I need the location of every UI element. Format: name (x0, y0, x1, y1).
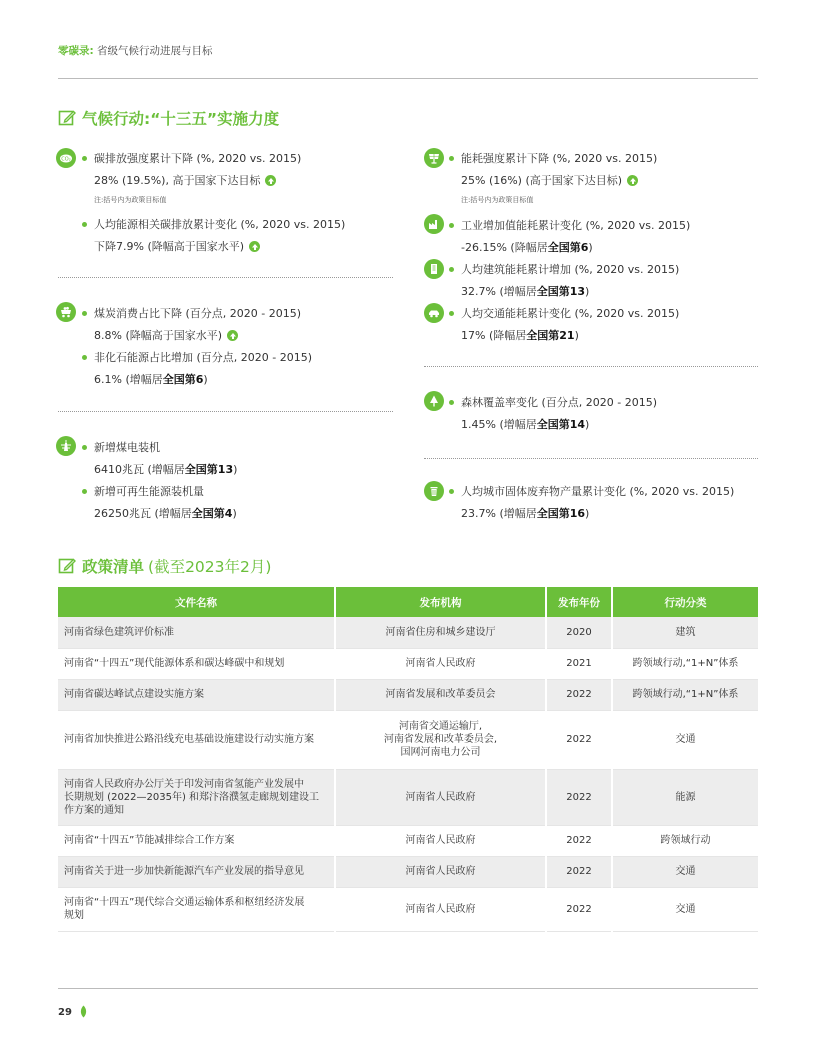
cell-issuer: 河南省人民政府 (335, 648, 546, 679)
header-subtitle: 省级气候行动进展与目标 (97, 45, 213, 57)
cell-category: 交通 (612, 887, 758, 931)
column-header-year: 发布年份 (546, 587, 612, 617)
left-item-coal-share: 煤炭消费占比下降 (百分点, 2020 - 2015) (94, 306, 301, 321)
right-item-energy-intensity: 能耗强度累计下降 (%, 2020 vs. 2015) (461, 151, 657, 166)
right-item-forest-cover: 森林覆盖率变化 (百分点, 2020 - 2015) (461, 395, 657, 410)
table-row (58, 769, 758, 825)
left-note-policy-target: 注:括号内为政策目标值 (94, 196, 167, 204)
left-value-nonfossil-share: 6.1% (增幅居 全国第6 ) (94, 373, 208, 386)
cell-issuer: 河南省人民政府 (335, 769, 546, 825)
right-value-transport-energy: 17% (降幅居 全国第21 ) (461, 329, 579, 342)
coal-cart-icon (56, 302, 76, 322)
right-value-solid-waste: 23.7% (增幅居 全国第16 ) (461, 507, 590, 520)
left-item-new-coal-power: 新增煤电装机 (94, 440, 160, 455)
right-value-energy-intensity: 25% (16%) (高于国家下达目标) (461, 173, 638, 188)
edit-icon (58, 109, 76, 127)
header-brand: 零碳录: (58, 45, 94, 57)
table-row (58, 679, 758, 710)
car-icon (424, 303, 444, 323)
dotted-divider (424, 458, 758, 459)
table-row (58, 710, 758, 769)
svg-text:CO₂: CO₂ (61, 156, 71, 163)
cell-year: 2022 (546, 887, 612, 931)
cell-document: 河南省“十四五”现代综合交通运输体系和枢纽经济发展 规划 (58, 887, 335, 931)
right-item-building-energy: 人均建筑能耗累计增加 (%, 2020 vs. 2015) (461, 262, 679, 277)
dotted-divider (424, 366, 758, 367)
leaf-icon (79, 1005, 88, 1018)
right-item-transport-energy: 人均交通能耗累计变化 (%, 2020 vs. 2015) (461, 306, 679, 321)
cell-issuer: 河南省人民政府 (335, 825, 546, 856)
cell-issuer: 河南省发展和改革委员会 (335, 679, 546, 710)
column-header-category: 行动分类 (612, 587, 758, 617)
left-item-new-renewables: 新增可再生能源装机量 (94, 484, 204, 499)
table-row (58, 825, 758, 856)
cell-year: 2022 (546, 769, 612, 825)
right-value-industry-energy: -26.15% (降幅居 全国第6 ) (461, 241, 593, 254)
cell-issuer: 河南省住房和城乡建设厅 (335, 617, 546, 648)
column-header-issuer: 发布机构 (335, 587, 546, 617)
up-arrow-icon (627, 175, 638, 186)
left-value-new-renewables: 26250兆瓦 (增幅居 全国第4 ) (94, 507, 237, 520)
cell-issuer: 河南省人民政府 (335, 856, 546, 887)
top-divider (58, 78, 758, 79)
cell-document: 河南省人民政府办公厅关于印发河南省氢能产业发展中 长期规划 (2022—2035年) 和郑汴洛濮氢走廊规划建设工 作方案的通知 (58, 769, 335, 825)
edit-icon (58, 557, 76, 575)
table-row (58, 856, 758, 887)
right-value-building-energy: 32.7% (增幅居 全国第13 ) (461, 285, 590, 298)
column-header-document: 文件名称 (58, 587, 335, 617)
bottom-divider (58, 988, 758, 989)
cell-category: 交通 (612, 856, 758, 887)
left-value-new-coal-power: 6410兆瓦 (增幅居 全国第13 ) (94, 463, 238, 476)
cell-document: 河南省加快推进公路沿线充电基础设施建设行动实施方案 (58, 710, 335, 769)
right-item-industry-energy: 工业增加值能耗累计变化 (%, 2020 vs. 2015) (461, 218, 690, 233)
cell-issuer: 河南省人民政府 (335, 887, 546, 931)
left-value-coal-share: 8.8% (降幅高于国家水平) (94, 328, 238, 343)
cell-issuer: 河南省交通运输厅, 河南省发展和改革委员会, 国网河南电力公司 (335, 710, 546, 769)
policy-table (58, 587, 758, 932)
left-item-nonfossil-share: 非化石能源占比增加 (百分点, 2020 - 2015) (94, 350, 312, 365)
table-header-row (58, 587, 758, 617)
factory-icon (424, 214, 444, 234)
page-header (58, 43, 213, 58)
cell-document: 河南省关于进一步加快新能源汽车产业发展的指导意见 (58, 856, 335, 887)
cell-year: 2020 (546, 617, 612, 648)
co2-icon (56, 148, 76, 168)
cell-document: 河南省“十四五”节能减排综合工作方案 (58, 825, 335, 856)
building-icon (424, 259, 444, 279)
tree-icon (424, 391, 444, 411)
table-row (58, 887, 758, 931)
trash-bin-icon (424, 481, 444, 501)
cell-document: 河南省碳达峰试点建设实施方案 (58, 679, 335, 710)
power-plant-icon (56, 436, 76, 456)
cell-year: 2022 (546, 679, 612, 710)
cell-document: 河南省绿色建筑评价标准 (58, 617, 335, 648)
table-row (58, 617, 758, 648)
cell-year: 2022 (546, 710, 612, 769)
table-row (58, 648, 758, 679)
cell-category: 建筑 (612, 617, 758, 648)
right-value-forest-cover: 1.45% (增幅居 全国第14 ) (461, 418, 590, 431)
section-title-climate-action (58, 107, 279, 129)
section-title-text: 政策清单 (82, 558, 145, 576)
cell-year: 2022 (546, 856, 612, 887)
section-title-text: 气候行动:“十三五”实施力度 (82, 110, 280, 128)
cell-year: 2022 (546, 825, 612, 856)
up-arrow-icon (227, 330, 238, 341)
up-arrow-icon (249, 241, 260, 252)
right-item-solid-waste: 人均城市固体废弃物产量累计变化 (%, 2020 vs. 2015) (461, 484, 734, 499)
cell-category: 跨领域行动,“1+N”体系 (612, 648, 758, 679)
left-value-per-capita-carbon: 下降7.9% (降幅高于国家水平) (94, 239, 260, 254)
cell-year: 2021 (546, 648, 612, 679)
left-item-carbon-intensity: 碳排放强度累计下降 (%, 2020 vs. 2015) (94, 151, 301, 166)
cell-category: 跨领域行动 (612, 825, 758, 856)
cell-document: 河南省“十四五”现代能源体系和碳达峰碳中和规划 (58, 648, 335, 679)
right-note-policy-target: 注:括号内为政策目标值 (461, 196, 534, 204)
cell-category: 能源 (612, 769, 758, 825)
section-title-policy-list (58, 555, 271, 577)
section-title-date: (截至2023年2月) (148, 558, 272, 576)
dotted-divider (58, 411, 393, 412)
left-item-per-capita-carbon: 人均能源相关碳排放累计变化 (%, 2020 vs. 2015) (94, 217, 345, 232)
dotted-divider (58, 277, 393, 278)
left-value-carbon-intensity: 28% (19.5%), 高于国家下达目标 (94, 173, 276, 188)
page-number: 29 (58, 1007, 72, 1018)
solar-panel-icon (424, 148, 444, 168)
cell-category: 交通 (612, 710, 758, 769)
cell-category: 跨领域行动,“1+N”体系 (612, 679, 758, 710)
up-arrow-icon (265, 175, 276, 186)
